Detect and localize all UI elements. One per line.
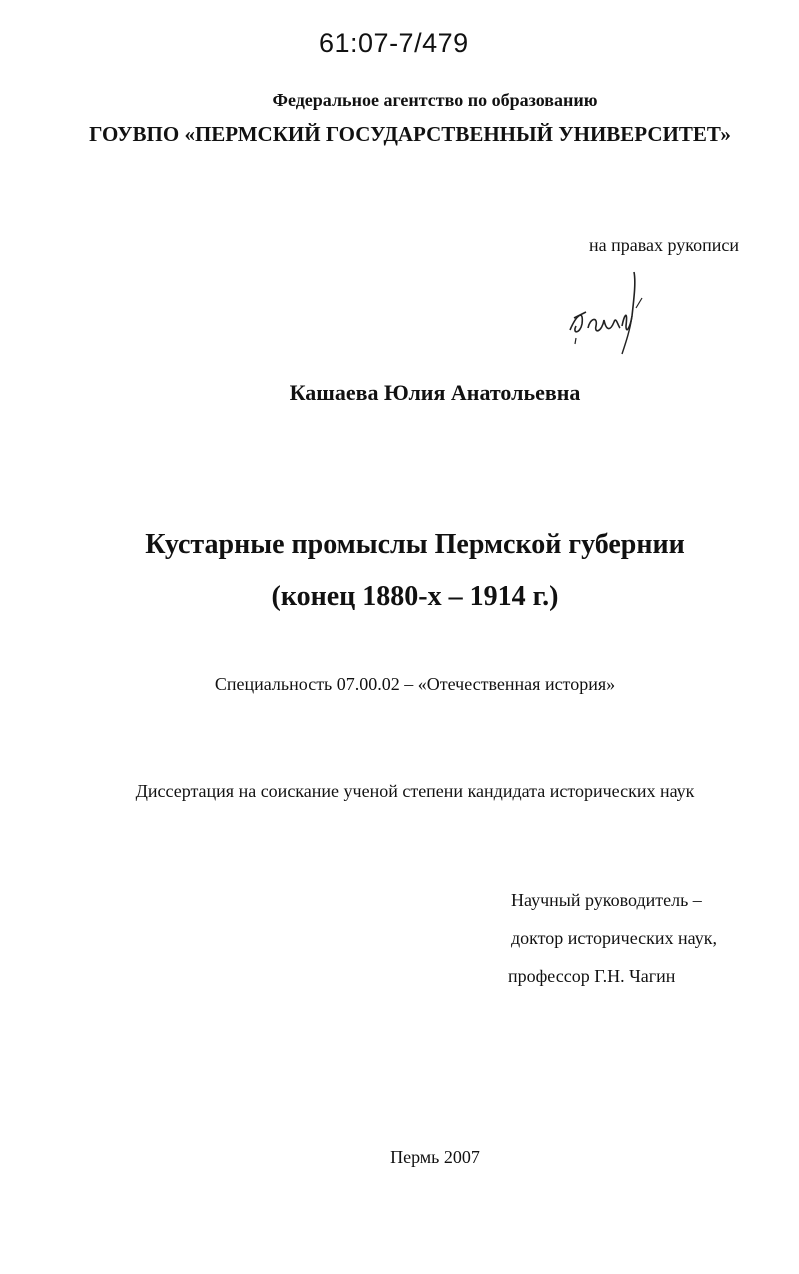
city-year: Пермь 2007 — [390, 1147, 480, 1167]
rights-note: на правах рукописи — [589, 235, 739, 255]
dissertation-degree-line: Диссертация на соискание ученой степени кандидата исторических наук — [135, 781, 695, 801]
dissertation-title-line2: (конец 1880-х – 1914 г.) — [271, 581, 559, 612]
supervisor-line2: доктор исторических наук, — [511, 928, 717, 948]
specialty-line: Специальность 07.00.02 – «Отечественная история» — [214, 674, 616, 694]
catalog-number: 61:07-7/479 — [319, 28, 469, 58]
supervisor-line3: профессор Г.Н. Чагин — [508, 966, 676, 986]
signature-image — [562, 268, 652, 358]
dissertation-title-line1: Кустарные промыслы Пермской губернии — [145, 529, 685, 560]
author-name: Кашаева Юлия Анатольевна — [289, 380, 581, 405]
supervisor-line1: Научный руководитель – — [511, 890, 702, 910]
university-name: ГОУВПО «ПЕРМСКИЙ ГОСУДАРСТВЕННЫЙ УНИВЕРСИТЕТ» — [89, 122, 731, 146]
agency-name: Федеральное агентство по образованию — [272, 90, 598, 110]
